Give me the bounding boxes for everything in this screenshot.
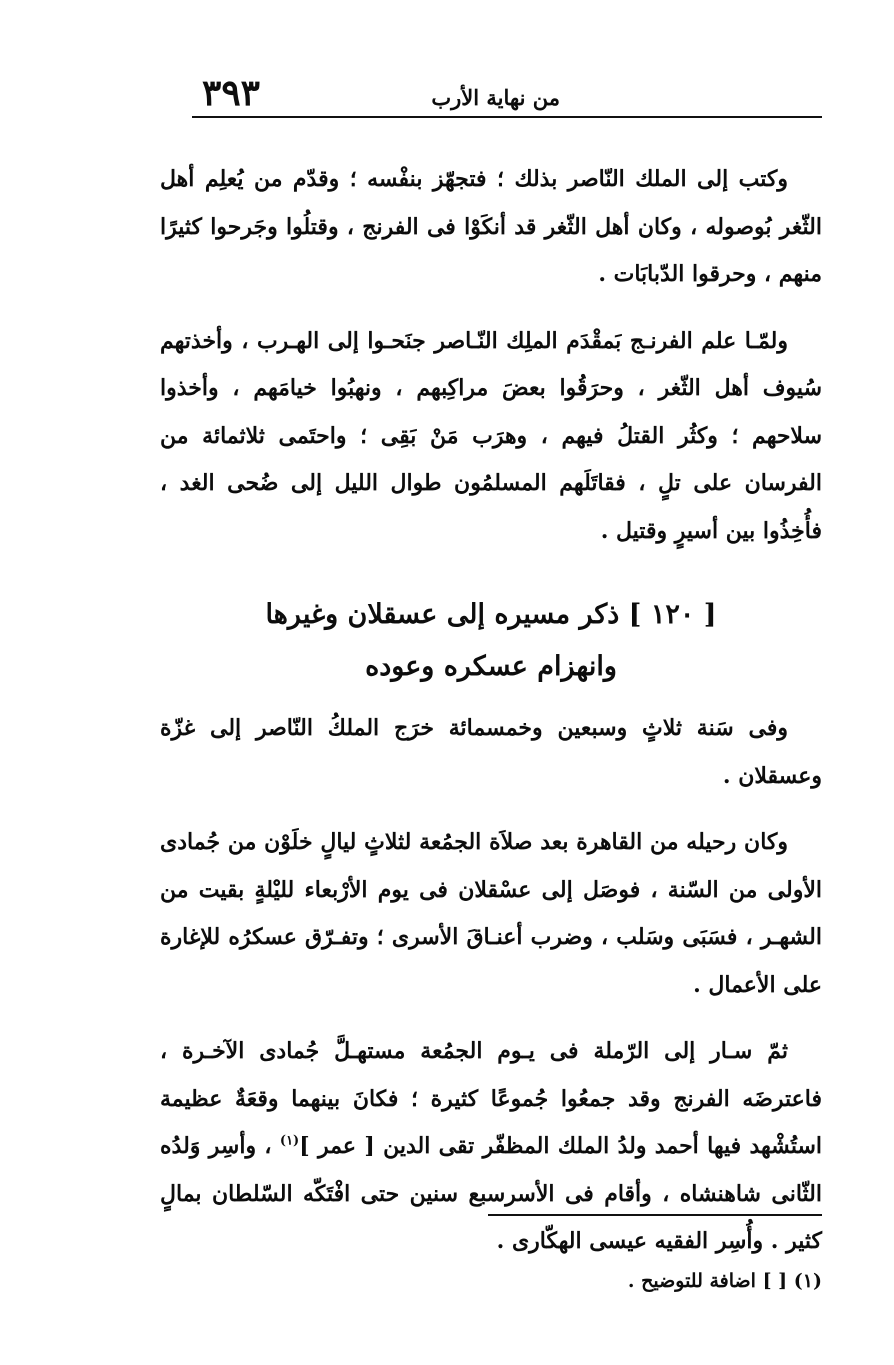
- page-header: [192, 72, 822, 118]
- footnote-marker: (١): [279, 1133, 300, 1149]
- main-text: [160, 156, 822, 1285]
- section-heading-line-1: [ ١٢٠ ] ذكر مسيره إلى عسقلان وغيرها: [265, 599, 717, 630]
- paragraph-text: ، وأسِر وَلدُه الثّانى شاهنشاه ، وأقام فى الأسرسبع سنين حتى افْتَكّه السّلطان بمالٍ كثير . وأُسِر الفقيه عيسى الهكّارى .: [160, 1133, 822, 1254]
- paragraph: ولمّـا علم الفرنـج بَمقْدَم الملِك النّـاصر جنَحـوا إلى الهـرب ، وأخذتهم سُيوف أهل الثّغر ، وحرَقُوا بعضَ مراكِبهم ، ونهبُوا خيامَهم ، وأخذوا سلاحهم ؛ وكثُر القتلُ فيهم ، وهرَب مَنْ بَقِى ؛ واحتَمى ثلاثمائة من الفرسان على تلٍ ، فقاتَلَهم المسلمُون طوال الليل إلى ضُحى الغد ، فأُخِذُوا بين أسيرٍ وقتيل .: [160, 327, 822, 544]
- paragraph: وكتب إلى الملك النّاصر بذلك ؛ فتجهّز بنفْسه ؛ وقدّم من يُعلِم أهل الثّغر بُوصوله ، وكان أهل الثّغر قد أنكَوْا فى الفرنج ، وقتلُوا وجَرحوا كثيرًا منهم ، وحرقوا الدّبابَات .: [160, 166, 822, 287]
- section-heading-line-2: وانهزام عسكره وعوده: [365, 651, 617, 682]
- paragraph-with-note: [160, 1028, 822, 1266]
- paragraph: وكان رحيله من القاهرة بعد صلاَة الجمُعة لثلاثٍ ليالٍ خلَوْن من جُمادى الأولى من السّنة ، فوصَل إلى عسْقلان فى يوم الأرْبعاء لليْلةٍ بقيت من الشهـر ، فسَبَى وسَلب ، وضرب أعنـاقَ الأسرى ؛ وتفـرّق عسكرُه للإغارة على الأعمال .: [160, 829, 822, 998]
- footnote-separator: [488, 1214, 822, 1216]
- footnote: (١) [ ] اضافة للتوضيح .: [627, 1270, 822, 1292]
- paragraph-text: ثمّ سـار إلى الرّملة فى يـوم الجمُعة مستهـلَّ جُمادى الآخـرة ، فاعترضَه الفرنج وقد جمعُوا جُموعًا كثيرة ؛ فكانَ بينهما وقعَةٌ عظيمة استُشْهد فيها أحمد ولدُ الملك المظفّر تقى الدين [ عمر ]: [160, 1038, 822, 1159]
- section-heading: [160, 589, 822, 693]
- running-title: من نهاية الأرب: [431, 85, 560, 110]
- page-number: ٣٩٣: [202, 72, 261, 114]
- paragraph: وفى سَنة ثلاثٍ وسبعين وخمسمائة خرَج الملكُ النّاصر إلى غزّة وعسقلان .: [160, 715, 822, 789]
